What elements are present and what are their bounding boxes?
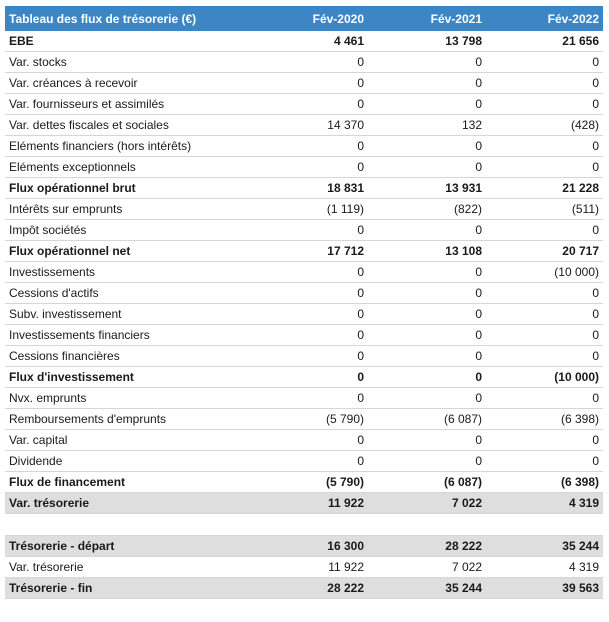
cell-value: 0	[368, 304, 486, 325]
cell-value: (6 087)	[368, 409, 486, 430]
table-header-row	[5, 6, 603, 31]
cell-value: 0	[250, 283, 368, 304]
row-label: Eléments financiers (hors intérêts)	[5, 136, 250, 157]
column-header-year: Fév-2021	[368, 6, 486, 31]
cell-value: 0	[368, 157, 486, 178]
row-investissements	[5, 262, 603, 283]
cell-value: 35 244	[486, 536, 603, 557]
cell-value: 0	[486, 451, 603, 472]
cell-value: (511)	[486, 199, 603, 220]
column-header-year: Fév-2020	[250, 6, 368, 31]
row-var-tresorerie-total	[5, 493, 603, 514]
cell-value: 0	[486, 157, 603, 178]
cell-value: 0	[250, 304, 368, 325]
column-header-year: Fév-2022	[486, 6, 603, 31]
row-label: Nvx. emprunts	[5, 388, 250, 409]
cell-value: 17 712	[250, 241, 368, 262]
cell-value: 0	[368, 325, 486, 346]
cell-value: 13 931	[368, 178, 486, 199]
cell-value: 0	[250, 220, 368, 241]
cell-value: 0	[250, 388, 368, 409]
row-label: Dividende	[5, 451, 250, 472]
row-label: Trésorerie - fin	[5, 578, 250, 599]
cell-value: 20 717	[486, 241, 603, 262]
row-elements-exceptionnels	[5, 157, 603, 178]
row-cessions-actifs	[5, 283, 603, 304]
cell-value: 0	[368, 451, 486, 472]
cash-flow-table	[5, 6, 603, 599]
row-label: Intérêts sur emprunts	[5, 199, 250, 220]
cell-value: 11 922	[250, 493, 368, 514]
cell-value: 28 222	[250, 578, 368, 599]
cell-value: 0	[250, 262, 368, 283]
row-label: Var. dettes fiscales et sociales	[5, 115, 250, 136]
cell-value	[368, 514, 486, 536]
cell-value: 0	[486, 388, 603, 409]
cell-value: 0	[486, 220, 603, 241]
cell-value: 0	[368, 136, 486, 157]
cell-value: 0	[368, 367, 486, 388]
cell-value: 0	[486, 430, 603, 451]
cell-value: 14 370	[250, 115, 368, 136]
row-label: Flux de financement	[5, 472, 250, 493]
cell-value: (428)	[486, 115, 603, 136]
row-label: Var. stocks	[5, 52, 250, 73]
cell-value: 0	[486, 52, 603, 73]
row-label: Eléments exceptionnels	[5, 157, 250, 178]
cell-value: (5 790)	[250, 409, 368, 430]
cash-flow-table-container	[5, 6, 603, 599]
cell-value	[486, 514, 603, 536]
cell-value: 0	[250, 136, 368, 157]
spacer-row	[5, 514, 603, 536]
cell-value: 0	[486, 136, 603, 157]
cell-value: 18 831	[250, 178, 368, 199]
cell-value: 13 798	[368, 31, 486, 52]
row-elements-financiers	[5, 136, 603, 157]
cell-value: 0	[368, 262, 486, 283]
row-var-fournisseurs	[5, 94, 603, 115]
cell-value: 4 319	[486, 557, 603, 578]
cell-value: (10 000)	[486, 367, 603, 388]
cell-value: (5 790)	[250, 472, 368, 493]
row-label: Remboursements d'emprunts	[5, 409, 250, 430]
cell-value: 0	[250, 367, 368, 388]
row-flux-operationnel-brut	[5, 178, 603, 199]
row-subv-investissement	[5, 304, 603, 325]
row-investissements-financiers	[5, 325, 603, 346]
row-label: Var. capital	[5, 430, 250, 451]
row-label: Flux d'investissement	[5, 367, 250, 388]
row-var-stocks	[5, 52, 603, 73]
cell-value: 7 022	[368, 557, 486, 578]
cell-value: 0	[486, 73, 603, 94]
row-var-capital	[5, 430, 603, 451]
row-label: Cessions d'actifs	[5, 283, 250, 304]
row-cessions-financieres	[5, 346, 603, 367]
table-title: Tableau des flux de trésorerie (€)	[5, 6, 250, 31]
cell-value: 0	[486, 346, 603, 367]
row-interets-emprunts	[5, 199, 603, 220]
row-flux-operationnel-net	[5, 241, 603, 262]
row-var-creances	[5, 73, 603, 94]
row-ebe	[5, 31, 603, 52]
cell-value: 4 461	[250, 31, 368, 52]
row-label: Var. fournisseurs et assimilés	[5, 94, 250, 115]
row-tresorerie-fin	[5, 578, 603, 599]
cell-value: (10 000)	[486, 262, 603, 283]
cell-value: 0	[250, 73, 368, 94]
cell-value: 0	[368, 94, 486, 115]
cell-value: 0	[250, 52, 368, 73]
cell-value: 11 922	[250, 557, 368, 578]
row-label: Investissements financiers	[5, 325, 250, 346]
cell-value	[250, 514, 368, 536]
row-var-dettes	[5, 115, 603, 136]
cell-value: 28 222	[368, 536, 486, 557]
row-label: EBE	[5, 31, 250, 52]
row-var-tresorerie	[5, 557, 603, 578]
cell-value: (6 398)	[486, 472, 603, 493]
row-label: Flux opérationnel net	[5, 241, 250, 262]
cell-value: 0	[368, 430, 486, 451]
row-label: Var. trésorerie	[5, 557, 250, 578]
row-flux-financement	[5, 472, 603, 493]
cell-value: (6 087)	[368, 472, 486, 493]
row-flux-investissement	[5, 367, 603, 388]
cell-value: 21 656	[486, 31, 603, 52]
cell-value: 0	[368, 388, 486, 409]
row-remboursements-emprunts	[5, 409, 603, 430]
cell-value: 39 563	[486, 578, 603, 599]
row-label: Var. créances à recevoir	[5, 73, 250, 94]
row-label: Trésorerie - départ	[5, 536, 250, 557]
row-label	[5, 514, 250, 536]
cell-value: (822)	[368, 199, 486, 220]
row-label: Impôt sociétés	[5, 220, 250, 241]
cell-value: 13 108	[368, 241, 486, 262]
cell-value: 0	[368, 283, 486, 304]
cell-value: 21 228	[486, 178, 603, 199]
cell-value: 35 244	[368, 578, 486, 599]
row-label: Var. trésorerie	[5, 493, 250, 514]
cell-value: 16 300	[250, 536, 368, 557]
cell-value: 7 022	[368, 493, 486, 514]
cell-value: 0	[250, 451, 368, 472]
row-label: Cessions financières	[5, 346, 250, 367]
cell-value: 132	[368, 115, 486, 136]
cell-value: 0	[368, 73, 486, 94]
row-label: Subv. investissement	[5, 304, 250, 325]
row-tresorerie-depart	[5, 536, 603, 557]
cell-value: 0	[486, 283, 603, 304]
cell-value: 0	[250, 346, 368, 367]
cell-value: 0	[368, 346, 486, 367]
cell-value: 0	[250, 325, 368, 346]
cell-value: (1 119)	[250, 199, 368, 220]
cell-value: 0	[250, 157, 368, 178]
row-dividende	[5, 451, 603, 472]
cell-value: 0	[250, 94, 368, 115]
cell-value: 0	[250, 430, 368, 451]
row-label: Flux opérationnel brut	[5, 178, 250, 199]
row-label: Investissements	[5, 262, 250, 283]
cell-value: 0	[486, 304, 603, 325]
cell-value: (6 398)	[486, 409, 603, 430]
row-impot-societes	[5, 220, 603, 241]
cell-value: 0	[486, 94, 603, 115]
cell-value: 0	[368, 52, 486, 73]
cell-value: 4 319	[486, 493, 603, 514]
cell-value: 0	[368, 220, 486, 241]
row-nvx-emprunts	[5, 388, 603, 409]
cell-value: 0	[486, 325, 603, 346]
